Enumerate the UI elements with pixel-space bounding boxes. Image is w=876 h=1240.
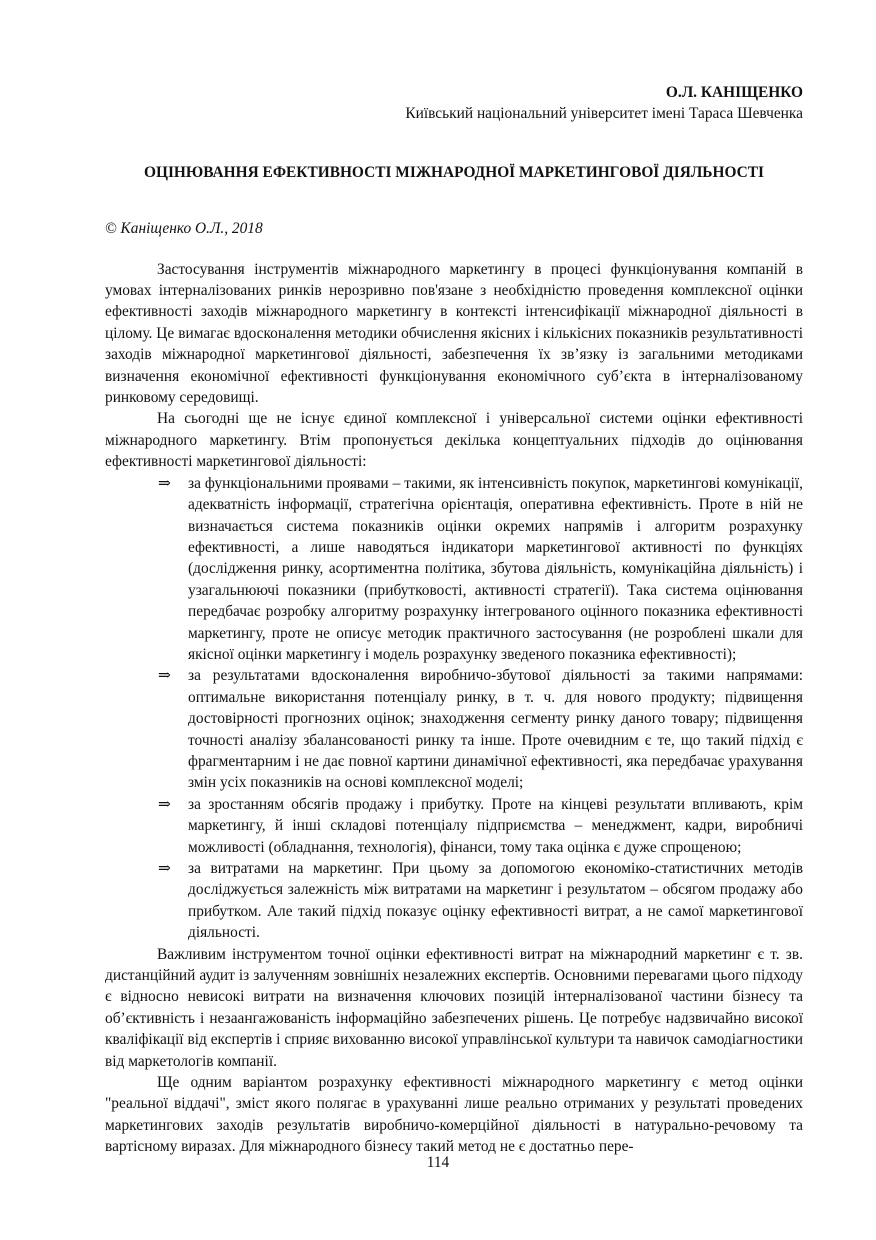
list-item-text: за функціональними проявами – такими, як інтенсивність покупок, маркетингові комунікації, адекватність інформації, стратегічна орієнтація, оперативна ефективність. Проте в ній не визначається система показників оцінки окремих напрямів і алгоритм розрахунку ефективності, а лише наводяться індикатори маркетингової активності по функціях (дослідження ринку, асортиментна політика, збутова діяльність, комунікаційна діяльність) і узагальнюючі показники (прибутковості, активності стратегії). Така система оцінювання передбачає розробку алгоритму розрахунку інтегрованого оцінного показника ефективності маркетингу, проте не описує методик практичного застосування (не розроблені шкали для якісної оцінки маркетингу і модель розрахунку зведеного показника ефективності);: [188, 474, 803, 663]
copyright-notice: © Каніщенко О.Л., 2018: [105, 220, 263, 238]
double-arrow-icon: ⇒: [158, 860, 171, 877]
approaches-list: [105, 473, 803, 944]
author-affiliation: Київський національний університет імені Тараса Шевченка: [405, 105, 803, 123]
paragraph: На сьогодні ще не існує єдиної комплексної і універсальної системи оцінки ефективності міжнародного маркетингу. Втім пропонується декілька концептуальних підходів до оцінювання ефективності маркетингової діяльності:: [105, 410, 803, 471]
list-item: [158, 794, 803, 858]
double-arrow-icon: ⇒: [158, 667, 171, 685]
page-number: 114: [426, 1154, 450, 1171]
paragraph: Застосування інструментів міжнародного маркетингу в процесі функціонування компаній в умовах інтерналізованих ринків нерозривно пов'язане з необхідністю проведення комплексної оцінки ефективності заходів міжнародного маркетингу в контексті інтенсифікації міжнародної діяльності в цілому. Це вимагає вдосконалення методики обчислення якісних і кількісних показників результативності заходів міжнародної маркетингової діяльності, забезпечення їх зв’язку із загальними методиками визначення економічної ефективності функціонування економічного суб’єкта в інтерналізованому ринковому середовищі.: [105, 260, 803, 407]
paragraph: Ще одним варіантом розрахунку ефективності міжнародного маркетингу є метод оцінки "реальної віддачі", зміст якого полягає в урахуванні лише реально отриманих у результаті проведених маркетингових заходів результатів виробничо-комерційної діяльності в натурально-речовому та вартісному виразах. Для міжнародного бізнесу такий метод не є достатньо пере-: [105, 1074, 803, 1156]
list-item: [158, 665, 803, 793]
list-item-text: за зростанням обсягів продажу і прибутку. Проте на кінцеві результати впливають, крім маркетингу, й інші складові потенціалу підприємства – менеджмент, кадри, виробничі можливості (обладнання, технологія), фінанси, тому така оцінка є дуже спрощеною;: [188, 795, 803, 856]
list-item: [158, 473, 803, 666]
list-item: [158, 858, 803, 944]
list-item-text: за витратами на маркетинг. При цьому за допомогою економіко-статистичних методів досліджується залежність між витратами на маркетинг і результатом – обсягом продажу або прибутком. Але такий підхід показує оцінку ефективності витрат, а не самої маркетингової діяльності.: [188, 860, 803, 942]
double-arrow-icon: ⇒: [158, 795, 171, 813]
document-page: [105, 82, 803, 1158]
author-name: О.Л. КАНІЩЕНКО: [665, 84, 803, 101]
article-title: ОЦІНЮВАННЯ ЕФЕКТИВНОСТІ МІЖНАРОДНОЇ МАРКЕТИНГОВОЇ ДІЯЛЬНОСТІ: [144, 163, 764, 181]
double-arrow-icon: ⇒: [158, 474, 171, 492]
paragraph: Важливим інструментом точної оцінки ефективності витрат на міжнародний маркетинг є т. зв. дистанційний аудит із залученням зовнішніх незалежних експертів. Основними перевагами цього підходу є відносно невисокі витрати на визначення ключових позицій інтерналізованої частини бізнесу та об’єктивність і незаангажованість інформаційно забезпечених рішень. Це потребує надзвичайно високої кваліфікації від експертів і сприяє вихованню високої управлінської культури та навичок самодіагностики від маркетологів компанії.: [105, 945, 803, 1070]
list-item-text: за результатами вдосконалення виробничо-збутової діяльності за такими напрямами: оптимальне використання потенціалу ринку, в т. ч. для нового продукту; підвищення достовірності прогнозних оцінок; знаходження сегменту ринку даного товару; підвищення точності аналізу збалансованості ринку та інше. Проте очевидним є те, що такий підхід є фрагментарним і не дає повної картини динамічної ефективності, яка передбачає урахування змін усіх показників на основі комплексної моделі;: [188, 667, 803, 792]
